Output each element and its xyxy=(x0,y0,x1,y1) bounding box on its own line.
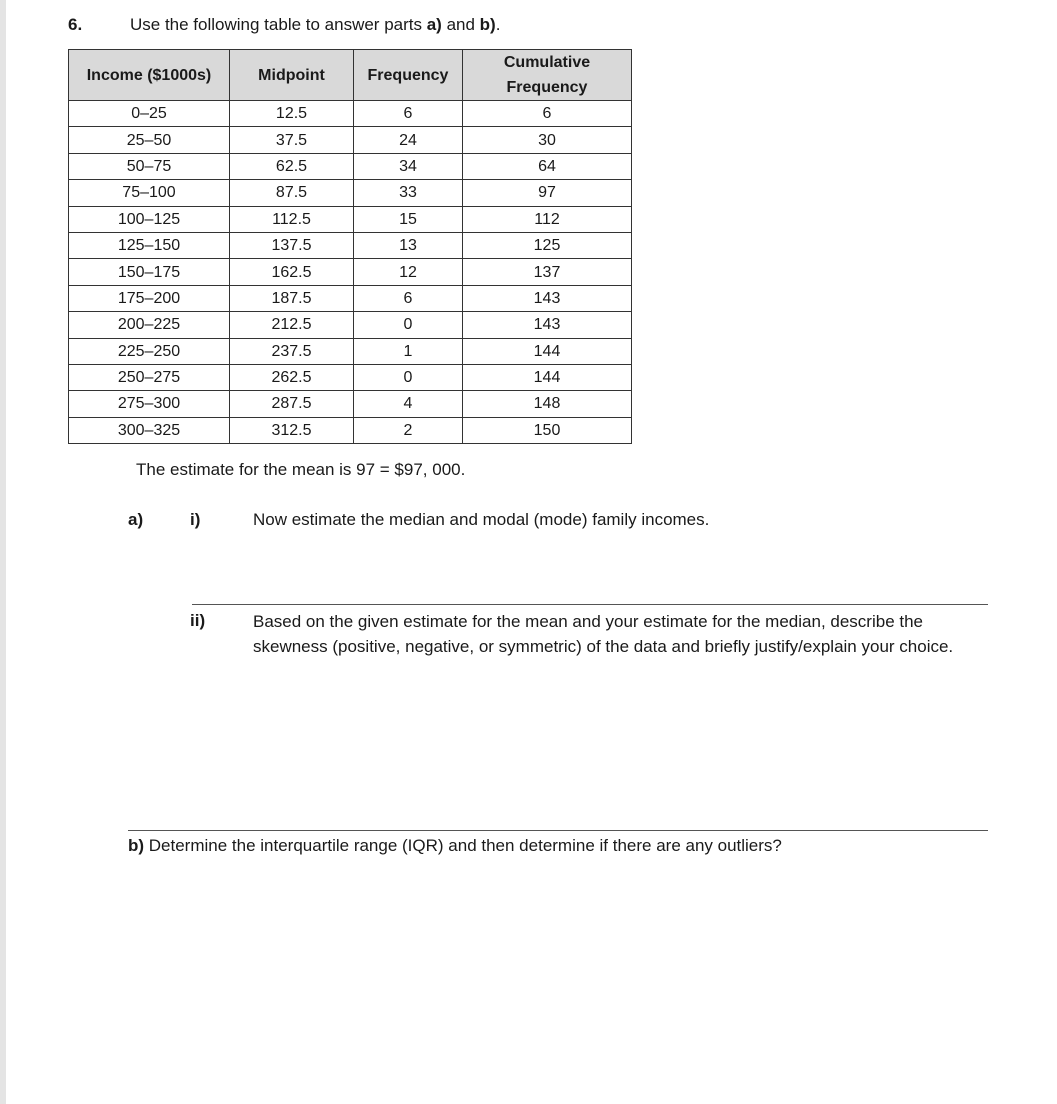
frequency-cell: 6 xyxy=(354,285,463,311)
frequency-cell: 12 xyxy=(354,259,463,285)
cumulative-frequency-cell: 112 xyxy=(463,206,632,232)
answer-line xyxy=(192,604,988,605)
part-a-label: a) xyxy=(128,510,144,529)
income-cell: 50–75 xyxy=(69,153,230,179)
part-a-i-text: Now estimate the median and modal (mode) family incomes. xyxy=(253,510,710,529)
cumulative-frequency-cell: 144 xyxy=(463,338,632,364)
mean-statement: The estimate for the mean is 97 = $97, 000. xyxy=(136,460,466,479)
cumulative-frequency-cell: 125 xyxy=(463,232,632,258)
frequency-table xyxy=(68,49,632,444)
cumulative-frequency-cell: 150 xyxy=(463,417,632,443)
part-a-ii-label: ii) xyxy=(190,611,206,630)
cumulative-frequency-cell: 97 xyxy=(463,180,632,206)
answer-line xyxy=(128,830,988,831)
intro-suffix: . xyxy=(495,15,501,34)
income-cell: 275–300 xyxy=(69,391,230,417)
income-cell: 300–325 xyxy=(69,417,230,443)
midpoint-cell: 137.5 xyxy=(230,232,354,258)
income-cell: 125–150 xyxy=(69,232,230,258)
midpoint-cell: 112.5 xyxy=(230,206,354,232)
frequency-cell: 13 xyxy=(354,232,463,258)
midpoint-cell: 262.5 xyxy=(230,364,354,390)
intro-prefix: Use the following table to answer parts xyxy=(130,15,427,34)
table-header-row xyxy=(69,50,632,101)
header-frequency: Frequency xyxy=(354,50,463,101)
midpoint-cell: 287.5 xyxy=(230,391,354,417)
cumulative-frequency-cell: 30 xyxy=(463,127,632,153)
frequency-cell: 4 xyxy=(354,391,463,417)
part-b xyxy=(128,836,782,856)
midpoint-cell: 87.5 xyxy=(230,180,354,206)
midpoint-cell: 212.5 xyxy=(230,312,354,338)
income-cell: 250–275 xyxy=(69,364,230,390)
part-a-ii-text: Based on the given estimate for the mean and your estimate for the median, describe the skewness (positive, negative, or symmetric) of the data and briefly justify/explain your choice. xyxy=(253,612,954,656)
midpoint-cell: 12.5 xyxy=(230,101,354,127)
table-row xyxy=(69,312,632,338)
midpoint-cell: 162.5 xyxy=(230,259,354,285)
midpoint-cell: 62.5 xyxy=(230,153,354,179)
income-cell: 100–125 xyxy=(69,206,230,232)
intro-part-b: b) xyxy=(479,15,496,34)
question-number: 6. xyxy=(68,15,83,34)
frequency-cell: 15 xyxy=(354,206,463,232)
part-b-text: Determine the interquartile range (IQR) and then determine if there are any outliers? xyxy=(144,836,782,855)
header-midpoint: Midpoint xyxy=(230,50,354,101)
header-income: Income ($1000s) xyxy=(69,50,230,101)
page-edge xyxy=(0,0,6,1104)
table-row xyxy=(69,391,632,417)
part-a-i-label: i) xyxy=(190,510,201,529)
header-cumulative-frequency: Cumulative Frequency xyxy=(463,50,632,101)
midpoint-cell: 237.5 xyxy=(230,338,354,364)
income-cell: 25–50 xyxy=(69,127,230,153)
frequency-cell: 6 xyxy=(354,101,463,127)
frequency-cell: 33 xyxy=(354,180,463,206)
frequency-cell: 34 xyxy=(354,153,463,179)
frequency-cell: 0 xyxy=(354,364,463,390)
frequency-cell: 24 xyxy=(354,127,463,153)
income-cell: 150–175 xyxy=(69,259,230,285)
income-cell: 200–225 xyxy=(69,312,230,338)
table-row xyxy=(69,338,632,364)
frequency-cell: 2 xyxy=(354,417,463,443)
part-b-label: b) xyxy=(128,836,145,855)
cumulative-frequency-cell: 143 xyxy=(463,312,632,338)
cumulative-frequency-cell: 144 xyxy=(463,364,632,390)
table-row xyxy=(69,364,632,390)
income-cell: 0–25 xyxy=(69,101,230,127)
midpoint-cell: 37.5 xyxy=(230,127,354,153)
intro-mid: and xyxy=(441,15,480,34)
table-row xyxy=(69,232,632,258)
income-cell: 175–200 xyxy=(69,285,230,311)
cumulative-frequency-cell: 143 xyxy=(463,285,632,311)
table-body xyxy=(69,101,632,444)
frequency-cell: 0 xyxy=(354,312,463,338)
table-row xyxy=(69,180,632,206)
cumulative-frequency-cell: 137 xyxy=(463,259,632,285)
midpoint-cell: 187.5 xyxy=(230,285,354,311)
cumulative-frequency-cell: 6 xyxy=(463,101,632,127)
table-row xyxy=(69,101,632,127)
midpoint-cell: 312.5 xyxy=(230,417,354,443)
frequency-cell: 1 xyxy=(354,338,463,364)
question-intro xyxy=(130,15,500,35)
cumulative-frequency-cell: 64 xyxy=(463,153,632,179)
table-row xyxy=(69,127,632,153)
table-row xyxy=(69,259,632,285)
table-row xyxy=(69,153,632,179)
intro-part-a: a) xyxy=(426,15,442,34)
table-row xyxy=(69,417,632,443)
cumulative-frequency-cell: 148 xyxy=(463,391,632,417)
table-row xyxy=(69,285,632,311)
income-cell: 225–250 xyxy=(69,338,230,364)
income-cell: 75–100 xyxy=(69,180,230,206)
table-row xyxy=(69,206,632,232)
